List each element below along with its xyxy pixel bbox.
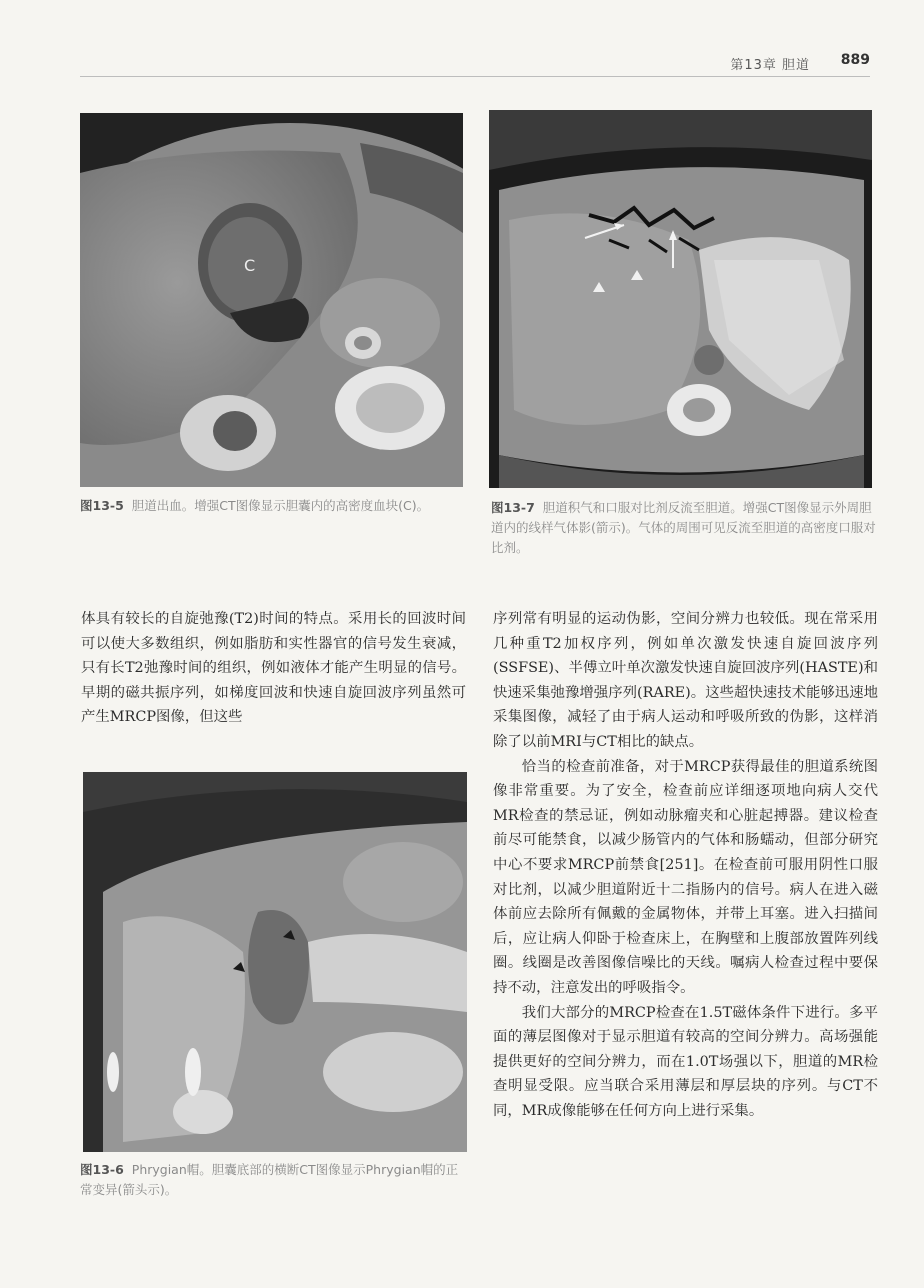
body-paragraph-right-3: 我们大部分的MRCP检查在1.5T磁体条件下进行。多平面的薄层图像对于显示胆道有较高的空间分辨力。高场强能提供更好的空间分辨力，而在1.0T场强以下，胆道的MR检查明显受限。应当联合采用薄层和厚层块的序列。与CT不同，MR成像能够在任何方向上进行采集。 [493, 1004, 878, 1119]
caption-text: Phrygian帽。胆囊底部的横断CT图像显示Phrygian帽的正常变异(箭头示)。 [80, 1162, 459, 1197]
figure-13-7-ct-image [489, 110, 872, 488]
body-paragraph-right-2: 恰当的检查前准备，对于MRCP获得最佳的胆道系统图像非常重要。为了安全，检查前应详细逐项地向病人交代MR检查的禁忌证，例如动脉瘤夹和心脏起搏器。建议检查前尽可能禁食，以减少肠管内的气体和肠蠕动，但部分研究中心不要求MRCP前禁食[251]。在检查前可服用阴性口服对比剂，以减少胆道附近十二指肠内的信号。病人在进入磁体前应去除所有佩戴的金属物体，并带上耳塞。进入扫描间后，应让病人仰卧于检查床上，在胸壁和上腹部放置阵列线圈。线圈是改善图像信噪比的天线。嘱病人检查过程中要保持不动，注意发出的呼吸指令。 [493, 758, 878, 996]
figure-label: 图13-7 [491, 500, 535, 515]
figure-label: 图13-5 [80, 498, 124, 513]
figure-13-6-ct-image [83, 772, 467, 1152]
caption-figure-13-7 [491, 498, 876, 558]
clot-annotation-c: C [244, 256, 256, 275]
body-paragraph-left: 体具有较长的自旋弛豫(T2)时间的特点。采用长的回波时间可以使大多数组织，例如脂肪和实性器官的信号发生衰减，只有长T2弛豫时间的组织，例如液体才能产生明显的信号。早期的磁共振序列，如梯度回波和快速自旋回波序列虽然可产生MRCP图像，但这些 [81, 611, 466, 726]
chapter-title: 第13章 胆道 [730, 58, 810, 73]
caption-figure-13-5 [80, 496, 465, 516]
caption-text: 胆道积气和口服对比剂反流至胆道。增强CT图像显示外周胆道内的线样气体影(箭示)。气体的周围可见反流至胆道的高密度口服对比剂。 [491, 500, 876, 555]
body-paragraph-right-1: 序列常有明显的运动伪影，空间分辨力也较低。现在常采用几种重T2加权序列，例如单次激发快速自旋回波序列(SSFSE)、半傅立叶单次激发快速自旋回波序列(HASTE)和快速采集弛豫增强序列(RARE)。这些超快速技术能够迅速地采集图像，减轻了由于病人运动和呼吸所致的伪影，这样消除了以前MRI与CT相比的缺点。 [493, 611, 878, 750]
caption-figure-13-6 [80, 1160, 470, 1200]
caption-text: 胆道出血。增强CT图像显示胆囊内的高密度血块(C)。 [131, 498, 430, 513]
running-header [80, 52, 870, 77]
figure-13-5-ct-image [80, 113, 463, 487]
body-column-right [493, 607, 878, 1123]
figure-label: 图13-6 [80, 1162, 124, 1177]
page-number: 889 [840, 52, 870, 68]
